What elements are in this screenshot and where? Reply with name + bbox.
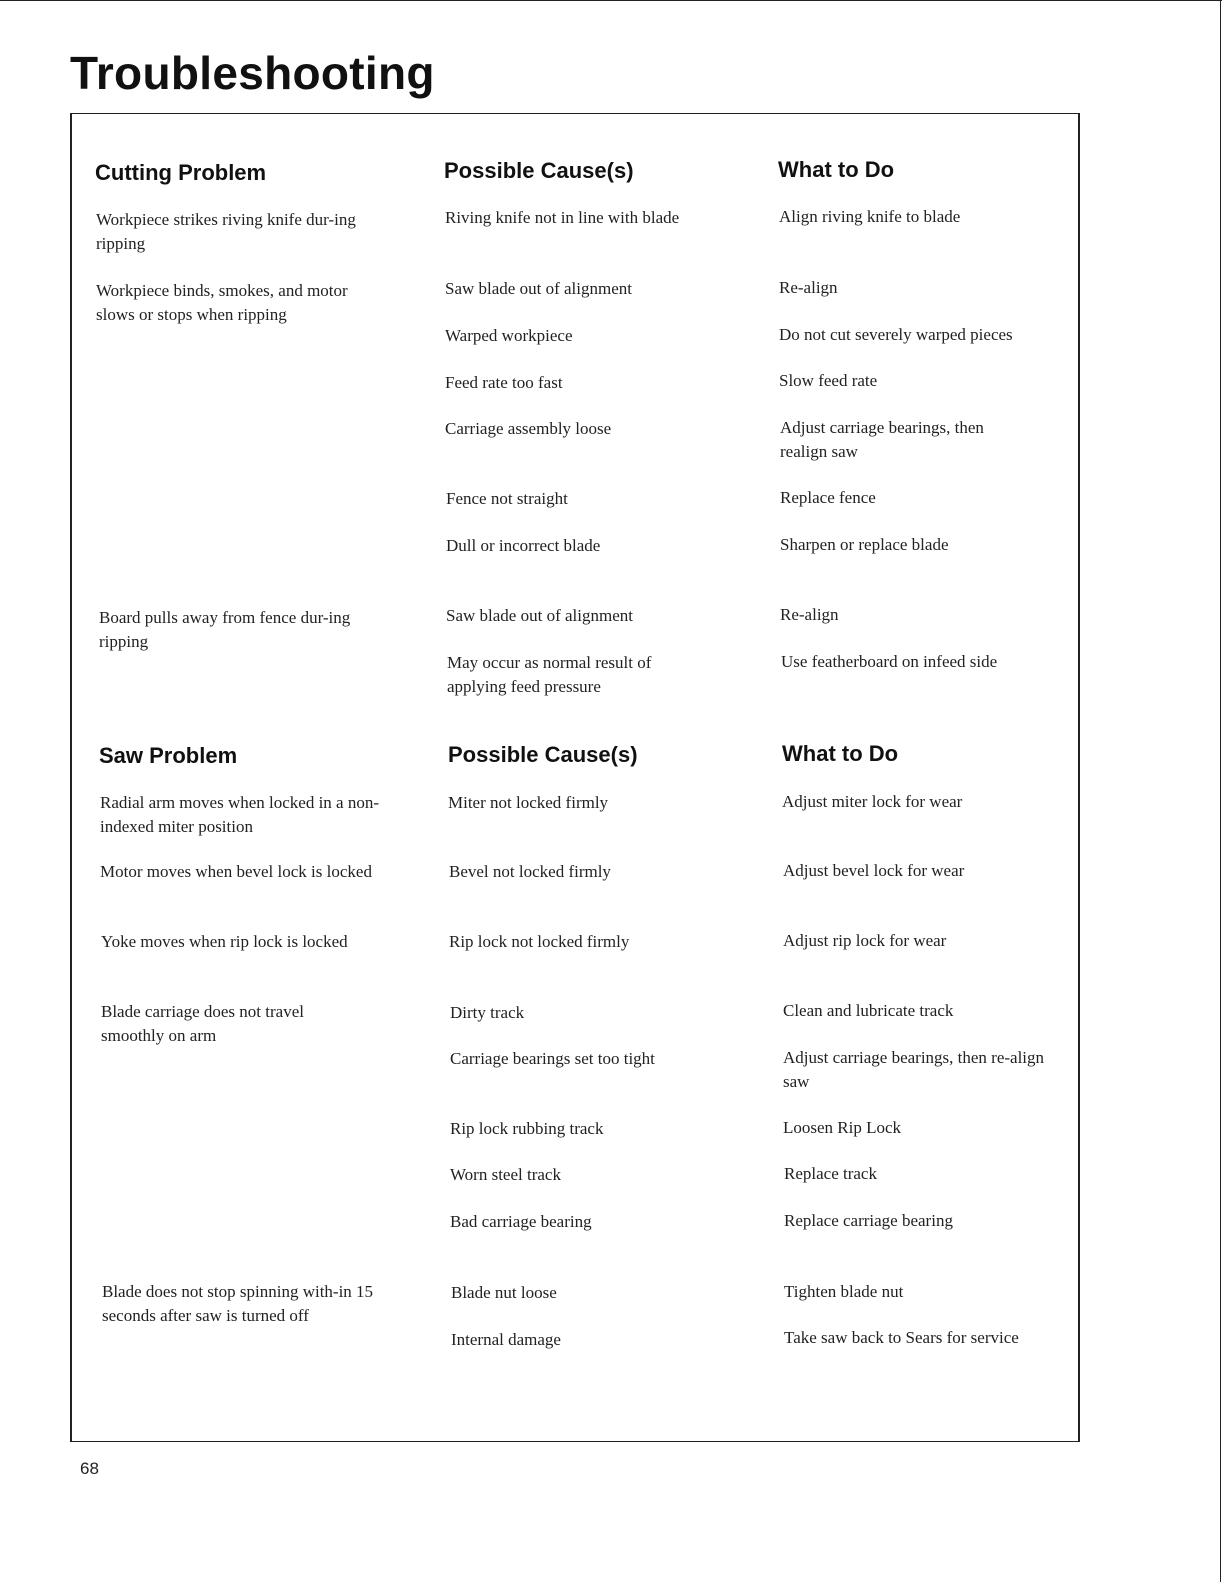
cutting-problem-header: Cutting Problem bbox=[95, 160, 267, 185]
cutting-problem-2: Workpiece binds, smokes, and motor slows or stops when ripping bbox=[96, 281, 348, 324]
saw-cause-4: Dirty track bbox=[450, 1003, 525, 1022]
cutting-cause-6: Fence not straight bbox=[446, 489, 568, 508]
cutting-cause-2: Saw blade out of alignment bbox=[445, 279, 632, 298]
cutting-cause-7: Dull or incorrect blade bbox=[446, 536, 601, 555]
saw-cause-6: Rip lock rubbing track bbox=[450, 1119, 604, 1138]
saw-action-6: Loosen Rip Lock bbox=[783, 1118, 902, 1137]
page-number: 68 bbox=[80, 1459, 99, 1478]
cutting-action-9: Use featherboard on infeed side bbox=[781, 652, 998, 671]
saw-cause-9: Blade nut loose bbox=[451, 1283, 557, 1302]
page-edge-right bbox=[1220, 0, 1221, 1582]
saw-cause-5: Carriage bearings set too tight bbox=[450, 1049, 655, 1068]
cutting-cause-4: Feed rate too fast bbox=[445, 373, 563, 392]
cutting-action-1: Align riving knife to blade bbox=[779, 207, 961, 226]
saw-problem-header: Saw Problem bbox=[99, 743, 238, 768]
cutting-problem-3: Board pulls away from fence dur-ing ripping bbox=[99, 608, 351, 651]
saw-action-header: What to Do bbox=[782, 741, 899, 766]
cutting-action-8: Re-align bbox=[780, 605, 839, 624]
saw-action-4: Clean and lubricate track bbox=[783, 1001, 954, 1020]
cutting-action-header: What to Do bbox=[778, 157, 895, 182]
saw-cause-10: Internal damage bbox=[451, 1330, 561, 1349]
saw-cause-3: Rip lock not locked firmly bbox=[449, 932, 630, 951]
cutting-action-5: Adjust carriage bearings, then realign saw bbox=[780, 418, 984, 461]
cutting-cause-header: Possible Cause(s) bbox=[444, 158, 634, 183]
page-edge-top bbox=[0, 0, 1222, 1]
saw-cause-header: Possible Cause(s) bbox=[448, 742, 638, 767]
cutting-cause-5: Carriage assembly loose bbox=[445, 419, 612, 438]
saw-cause-8: Bad carriage bearing bbox=[450, 1212, 592, 1231]
cutting-cause-9: May occur as normal result of applying feed pressure bbox=[447, 653, 652, 696]
saw-action-8: Replace carriage bearing bbox=[784, 1211, 953, 1230]
saw-problem-2: Motor moves when bevel lock is locked bbox=[100, 862, 372, 881]
cutting-cause-1: Riving knife not in line with blade bbox=[445, 208, 680, 227]
page-title: Troubleshooting bbox=[70, 47, 435, 99]
cutting-action-6: Replace fence bbox=[780, 488, 876, 507]
saw-cause-7: Worn steel track bbox=[450, 1165, 561, 1184]
cutting-action-3: Do not cut severely warped pieces bbox=[779, 325, 1013, 344]
cutting-problem-1: Workpiece strikes riving knife dur-ing ripping bbox=[96, 210, 356, 253]
saw-action-7: Replace track bbox=[784, 1164, 877, 1183]
saw-problem-3: Yoke moves when rip lock is locked bbox=[101, 932, 348, 951]
cutting-action-4: Slow feed rate bbox=[779, 371, 878, 390]
saw-action-10: Take saw back to Sears for service bbox=[784, 1328, 1019, 1347]
saw-cause-2: Bevel not locked firmly bbox=[449, 862, 611, 881]
saw-cause-1: Miter not locked firmly bbox=[448, 793, 609, 812]
saw-action-1: Adjust miter lock for wear bbox=[782, 792, 963, 811]
saw-action-9: Tighten blade nut bbox=[784, 1282, 904, 1301]
saw-problem-5: Blade does not stop spinning with-in 15 seconds after saw is turned off bbox=[102, 1282, 374, 1325]
saw-problem-1: Radial arm moves when locked in a non-indexed miter position bbox=[100, 793, 380, 836]
cutting-cause-8: Saw blade out of alignment bbox=[446, 606, 633, 625]
saw-action-3: Adjust rip lock for wear bbox=[783, 931, 947, 950]
saw-action-2: Adjust bevel lock for wear bbox=[783, 861, 965, 880]
cutting-action-2: Re-align bbox=[779, 278, 838, 297]
saw-action-5: Adjust carriage bearings, then re-align saw bbox=[783, 1048, 1045, 1091]
cutting-cause-3: Warped workpiece bbox=[445, 326, 573, 345]
cutting-action-7: Sharpen or replace blade bbox=[780, 535, 949, 554]
saw-problem-4: Blade carriage does not travel smoothly on arm bbox=[101, 1002, 304, 1045]
